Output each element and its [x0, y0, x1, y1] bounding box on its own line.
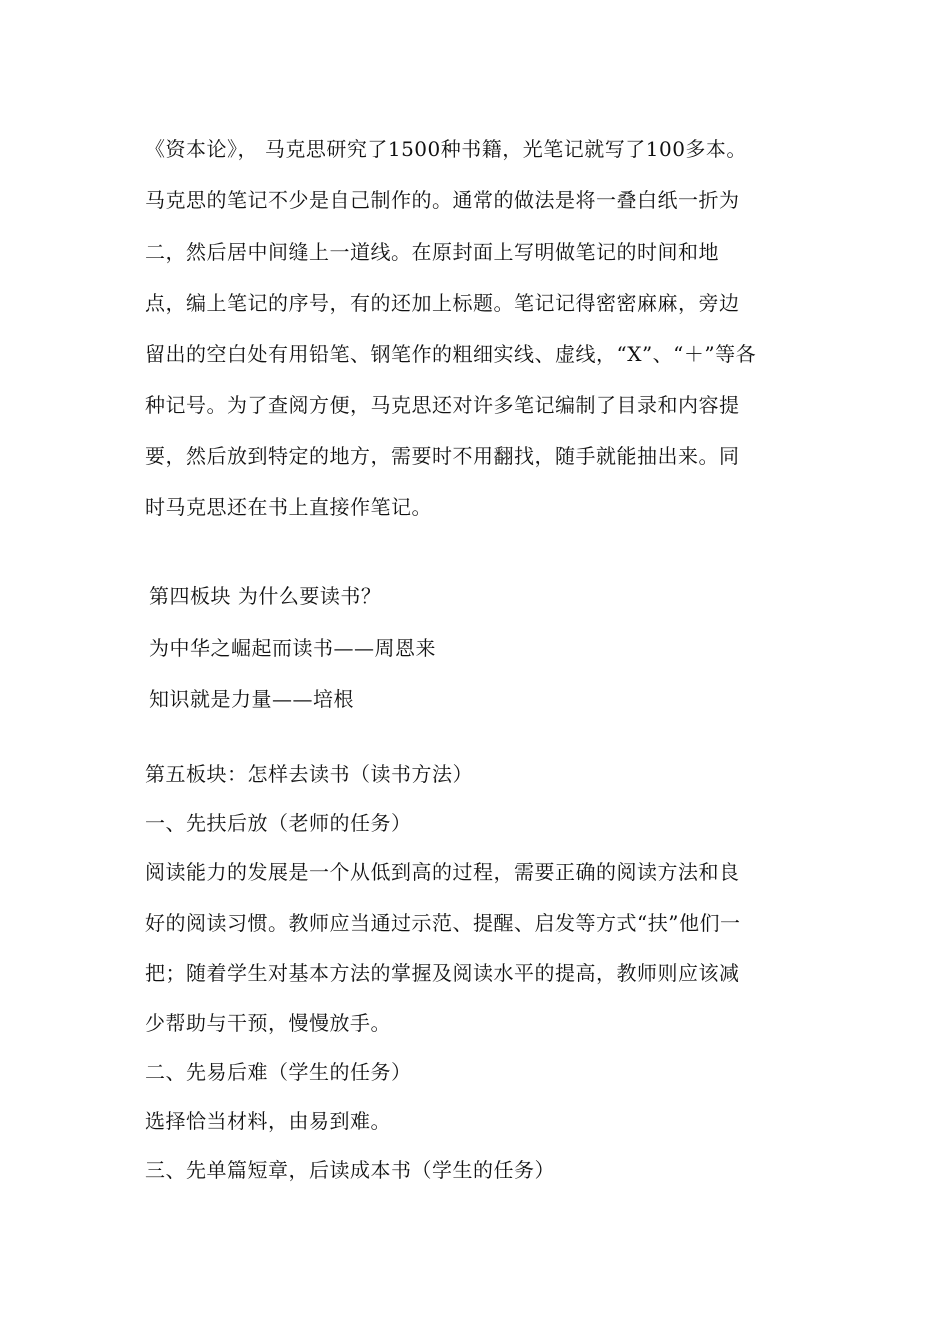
section-5-heading: 第五板块：怎样去读书（读书方法） — [145, 762, 473, 786]
item-2-body: 选择恰当材料，由易到难。 — [145, 1109, 391, 1133]
section-4-quote: 知识就是力量——培根 — [149, 687, 354, 711]
paragraph-line: 点，编上笔记的序号，有的还加上标题。笔记记得密密麻麻，旁边 — [145, 291, 740, 315]
item-1-body-line: 少帮助与干预，慢慢放手。 — [145, 1011, 391, 1035]
paragraph-line: 要，然后放到特定的地方，需要时不用翻找，随手就能抽出来。同 — [145, 444, 740, 468]
section-4-heading: 第四板块 为什么要读书？ — [149, 584, 382, 608]
paragraph-line: 马克思的笔记不少是自己制作的。通常的做法是将一叠白纸一折为 — [145, 188, 740, 212]
item-1-body-line: 把；随着学生对基本方法的掌握及阅读水平的提高，教师则应该减 — [145, 961, 740, 985]
item-1-title: 一、先扶后放（老师的任务） — [145, 811, 412, 835]
item-3-title: 三、先单篇短章，后读成本书（学生的任务） — [145, 1158, 555, 1182]
paragraph-line: 《资本论》， 马克思研究了1500种书籍，光笔记就写了100多本。 — [145, 137, 747, 161]
paragraph-line: 时马克思还在书上直接作笔记。 — [145, 495, 432, 519]
paragraph-line: 种记号。为了查阅方便，马克思还对许多笔记编制了目录和内容提 — [145, 393, 740, 417]
item-2-title: 二、先易后难（学生的任务） — [145, 1060, 412, 1084]
paragraph-line: 留出的空白处有用铅笔、钢笔作的粗细实线、虚线，“X”、“＋”等各 — [145, 342, 757, 366]
section-4-quote: 为中华之崛起而读书——周恩来 — [149, 636, 436, 660]
item-1-body-line: 好的阅读习惯。教师应当通过示范、提醒、启发等方式“扶”他们一 — [145, 911, 741, 935]
paragraph-line: 二，然后居中间缝上一道线。在原封面上写明做笔记的时间和地 — [145, 240, 719, 264]
item-1-body-line: 阅读能力的发展是一个从低到高的过程，需要正确的阅读方法和良 — [145, 860, 740, 884]
